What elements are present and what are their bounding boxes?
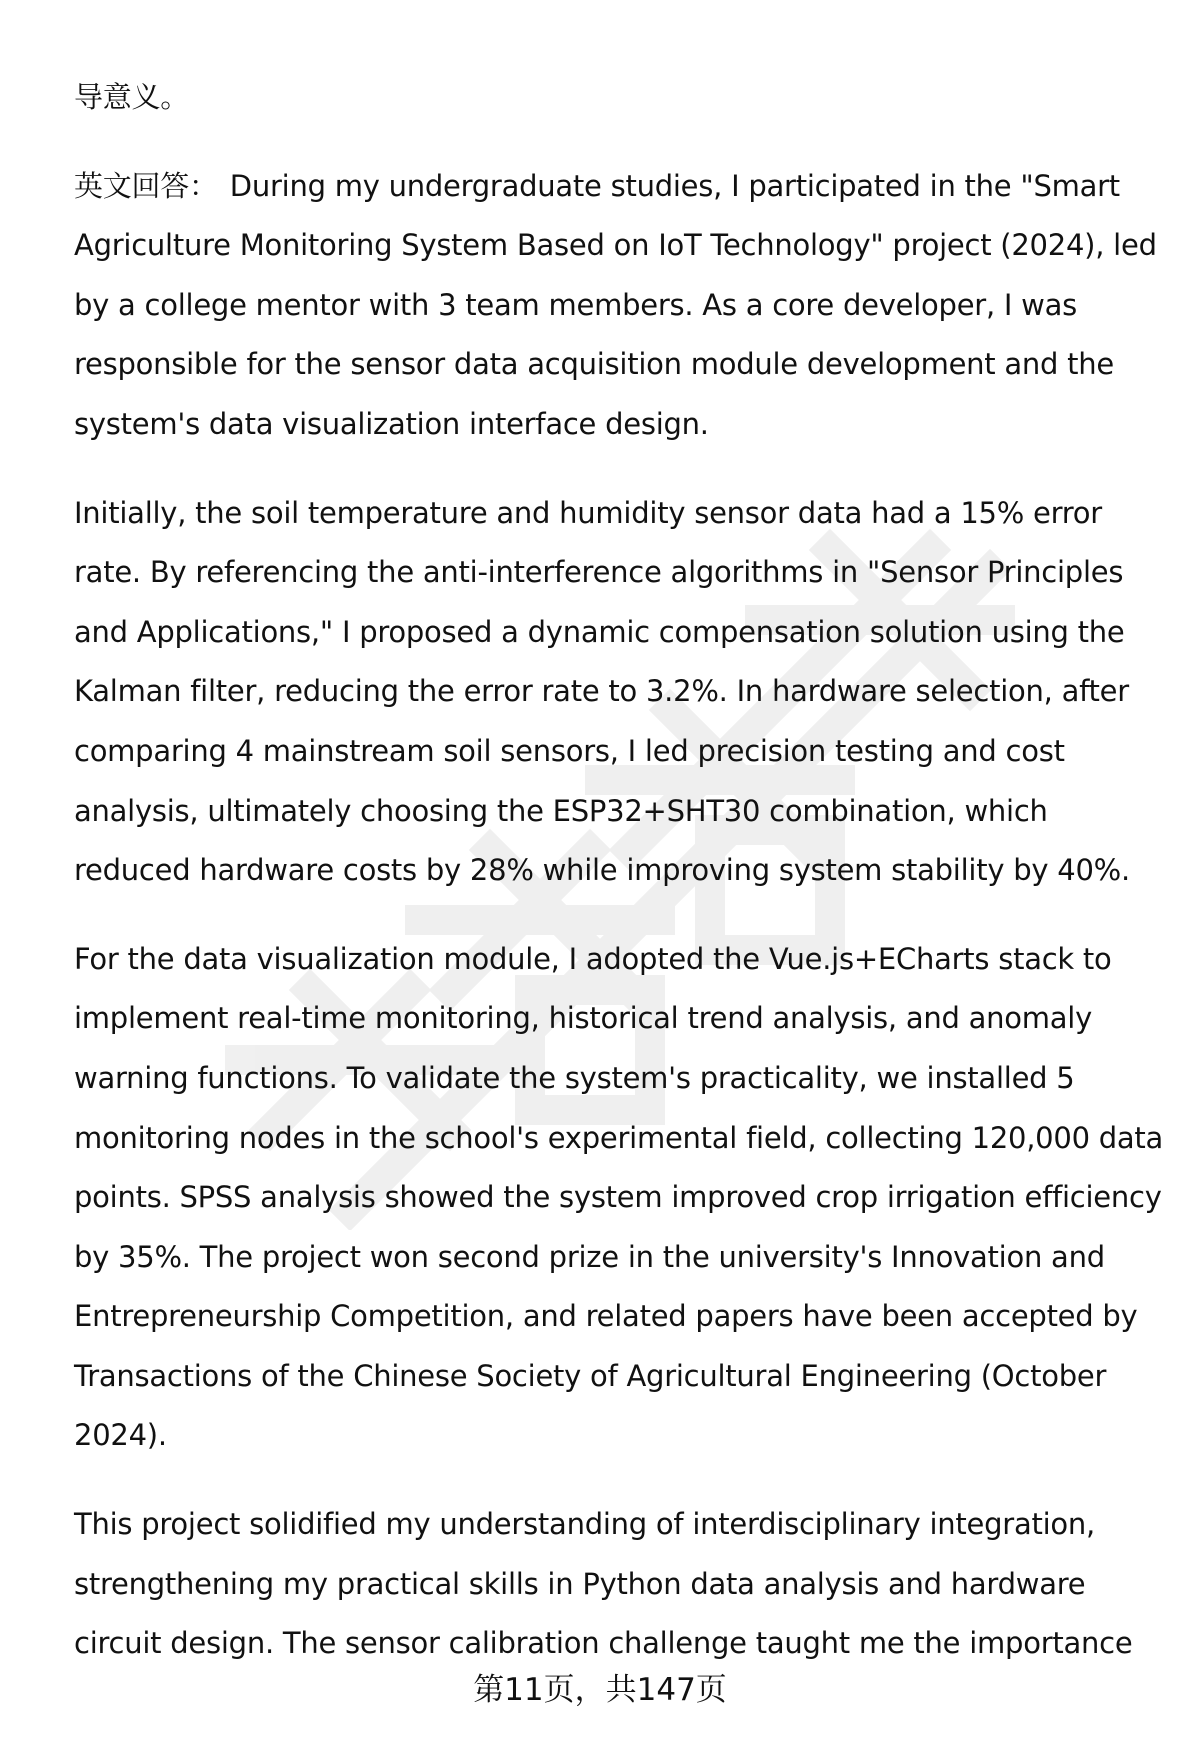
paragraph-3: For the data visualization module, I adopted the Vue.js+ECharts stack to implement real-time monitoring, historical trend analysis, and anomaly warning functions. To validate the system's practicality, we installed 5 monitoring nodes in the school's experimental field, collecting 120,000 data points. SPSS analysis showed the system improved crop irrigation efficiency by 35%. The project won second prize in the university's Innovation and Entrepreneurship Competition, and related papers have been accepted by Transactions of the Chinese Society of Agricultural Engineering (October 2024). [74, 941, 1164, 1453]
page-indicator: 第11页，共147页 [473, 1672, 727, 1708]
text-fragment-top: 导意义。 [74, 80, 190, 114]
paragraph-1-text: During my undergraduate studies, I participated in the "Smart Agriculture Monitoring System Based on IoT Technology" project (2024), led by a college mentor with 3 team members. As a core developer, I was responsible for the sensor data acquisition module development and the system's data visualization interface design. [74, 168, 1157, 441]
paragraph-2: Initially, the soil temperature and humidity sensor data had a 15% error rate. By referencing the anti-interference algorithms in "Sensor Principles and Applications," I proposed a dynamic compensation solution using the Kalman filter, reducing the error rate to 3.2%. In hardware selection, after comparing 4 mainstream soil sensors, I led precision testing and cost analysis, ultimately choosing the ESP32+SHT30 combination, which reduced hardware costs by 28% while improving system stability by 40%. [74, 495, 1130, 888]
paragraph-1 [74, 157, 1164, 455]
paragraph-4: This project solidified my understanding of interdisciplinary integration, strengthening my practical skills in Python data analysis and hardware circuit design. The sensor calibration challenge taught me the importance [74, 1507, 1133, 1661]
document-body [74, 68, 1164, 1674]
answer-label: 英文回答： [74, 168, 218, 203]
